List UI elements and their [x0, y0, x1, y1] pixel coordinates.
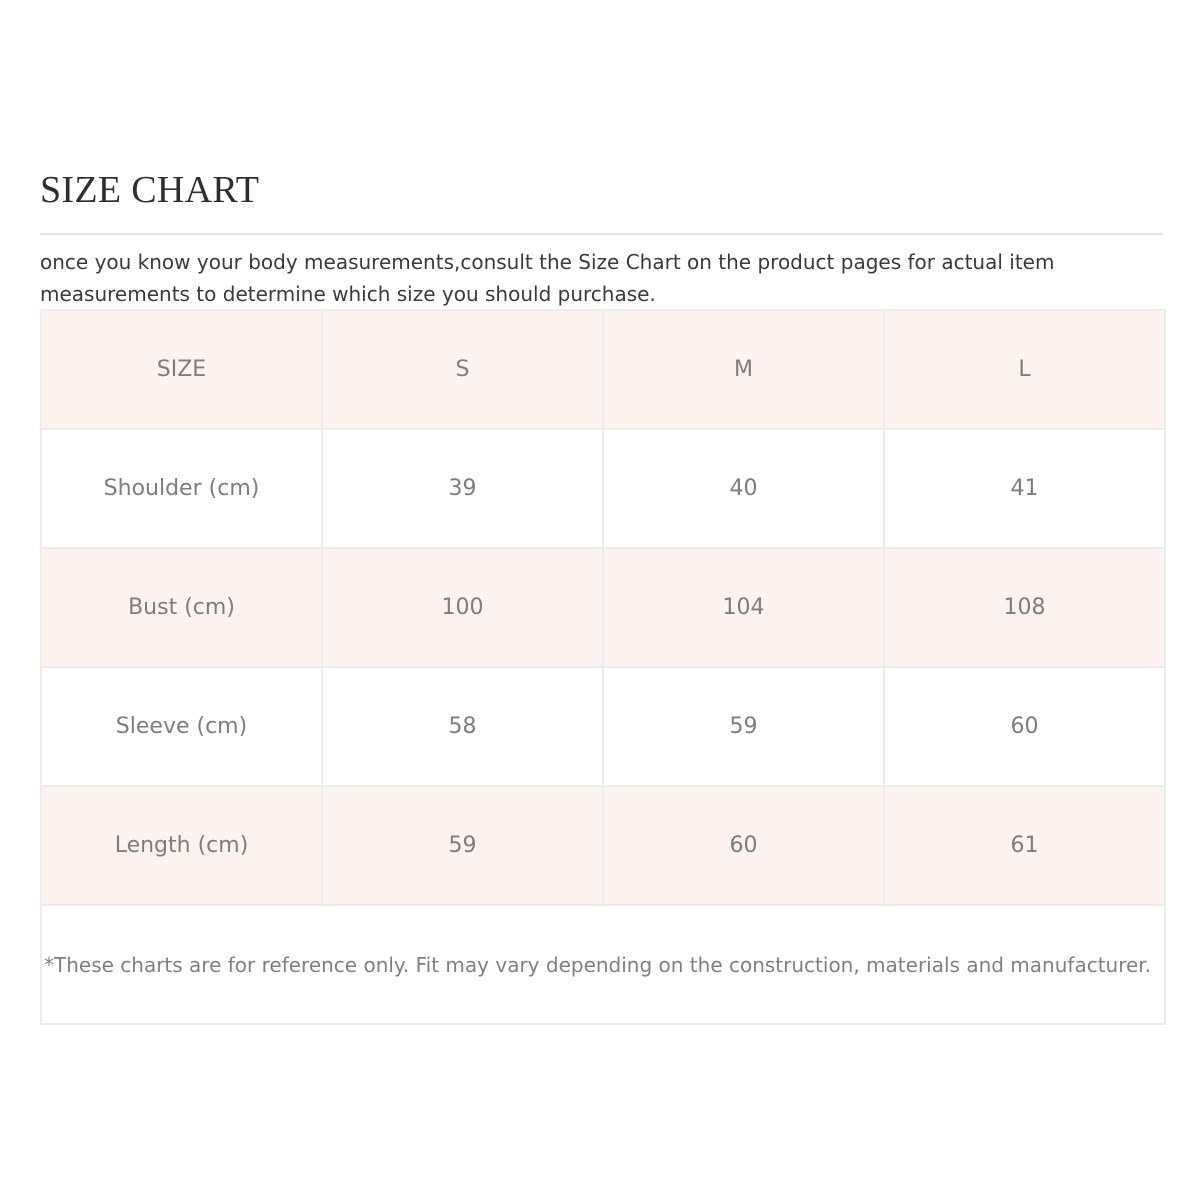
- table-cell: 61: [884, 786, 1165, 905]
- table-cell: 60: [884, 667, 1165, 786]
- size-chart-table: [40, 309, 1166, 1025]
- table-row-sleeve: [41, 667, 1165, 786]
- table-note-row: [41, 905, 1165, 1024]
- table-cell: 41: [884, 429, 1165, 548]
- table-cell: 59: [603, 667, 884, 786]
- table-header-row: [41, 310, 1165, 429]
- header-cell-m: M: [603, 310, 884, 429]
- row-label: Length (cm): [41, 786, 322, 905]
- table-cell: 104: [603, 548, 884, 667]
- table-cell: 59: [322, 786, 603, 905]
- table-row-bust: [41, 548, 1165, 667]
- intro-text: once you know your body measurements,consult the Size Chart on the product pages for actual item measurements to determine which size you should purchase.: [40, 250, 1055, 306]
- header-cell-s: S: [322, 310, 603, 429]
- title-divider: [40, 233, 1163, 235]
- reference-note: *These charts are for reference only. Fit may vary depending on the construction, materials and manufacturer.: [41, 905, 1165, 1024]
- table-cell: 100: [322, 548, 603, 667]
- table-cell: 108: [884, 548, 1165, 667]
- table-cell: 39: [322, 429, 603, 548]
- header-cell-l: L: [884, 310, 1165, 429]
- table-row-shoulder: [41, 429, 1165, 548]
- table-row-length: [41, 786, 1165, 905]
- row-label: Bust (cm): [41, 548, 322, 667]
- page-title: SIZE CHART: [40, 169, 260, 211]
- row-label: Shoulder (cm): [41, 429, 322, 548]
- table-cell: 40: [603, 429, 884, 548]
- table-cell: 60: [603, 786, 884, 905]
- table-cell: 58: [322, 667, 603, 786]
- header-cell-size: SIZE: [41, 310, 322, 429]
- row-label: Sleeve (cm): [41, 667, 322, 786]
